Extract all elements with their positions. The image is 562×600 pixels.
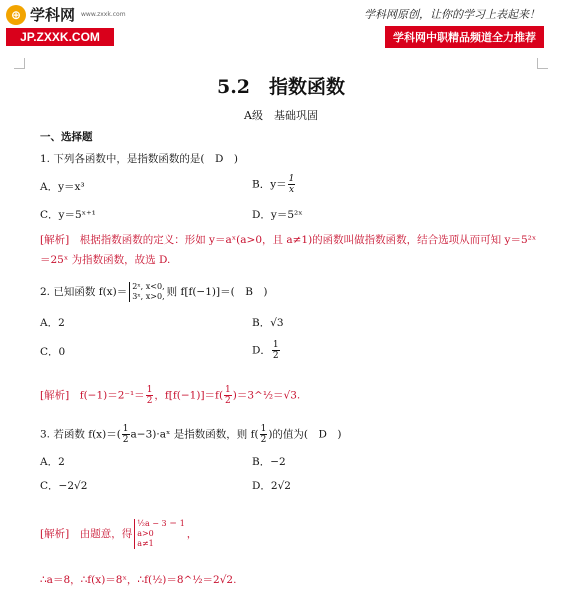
document-title: 5.2 指数函数 [216, 76, 346, 98]
page-header [0, 0, 562, 52]
q3-option-d: D．2√2 [252, 480, 291, 492]
site-logo[interactable] [6, 4, 126, 46]
q3-option-a: A．2 [40, 456, 65, 468]
logo-url-small: www.zxxk.com [81, 11, 126, 18]
q2-analysis: [解析] f(−1)＝2⁻¹＝ $\frac{1}{2}$ ，f[f(−1)]＝f( $\frac{1}{2}$ )＝3^½＝√3. [40, 385, 301, 406]
q3-analysis: [解析] 由题意，得 ½a − 3 ＝ 1 a>0 a≠1 ， [40, 519, 198, 548]
question-3-stem: 3. 若函数 f(x)＝( $\frac{1}{2}$ a−3)·aˣ 是指数函数，则 f( $\frac{1}{2}$ )的值为( D ) [40, 424, 342, 445]
q1-option-b: B．y＝ $\frac{1}{x}$ [252, 174, 295, 195]
q2-option-c: C．0 [40, 346, 66, 358]
q1-option-c: C．y＝5ˣ⁺¹ [40, 209, 96, 221]
logo-mark-icon: ⊕ [6, 5, 26, 25]
logo-name: 学科网 [30, 6, 76, 24]
question-1-stem: 1. 下列各函数中，是指数函数的是( D ) [40, 153, 238, 165]
q2-option-a: A．2 [40, 317, 65, 329]
q1-option-a: A．y＝x³ [40, 181, 85, 193]
section-heading: 一、选择题 [40, 131, 93, 143]
logo-url: JP.ZXXK.COM [6, 28, 114, 46]
q3-option-c: C．−2√2 [40, 480, 88, 492]
q2-option-b: B．√3 [252, 317, 284, 329]
q2-option-d: D． $\frac{1}{2}$ [252, 340, 279, 361]
page-corner-mark-right [537, 58, 548, 69]
piecewise-brace: 2ˣ, x<0, 3ˣ, x>0, [129, 282, 164, 302]
q3-analysis-conclusion: ∴a＝8，∴f(x)＝8ˣ，∴f(½)＝8^½＝2√2. [40, 574, 237, 586]
level-heading: A级 基础巩固 [244, 109, 318, 122]
q1-analysis-line-1: [解析] 根据指数函数的定义：形如 y＝aˣ(a>0，且 a≠1)的函数叫做指数函数，结合选项从而可知 y＝5²ˣ [40, 234, 537, 246]
equation-system-brace: ½a − 3 ＝ 1 a>0 a≠1 [134, 519, 185, 549]
header-banner: 学科网中职精品频道全力推荐 [385, 26, 544, 48]
q3-option-b: B．−2 [252, 456, 286, 468]
page-corner-mark-left [14, 58, 25, 69]
question-2-stem: 2. 已知函数 f(x)＝ 2ˣ, x<0, 3ˣ, x>0, 则 f[f(−1)]＝( B ) [40, 282, 268, 301]
q1-analysis-line-2: ＝25ˣ 为指数函数，故选 D. [40, 254, 171, 266]
q1-option-d: D．y＝5²ˣ [252, 209, 303, 221]
header-slogan: 学科网原创，让你的学习上表起来！ [364, 8, 540, 21]
